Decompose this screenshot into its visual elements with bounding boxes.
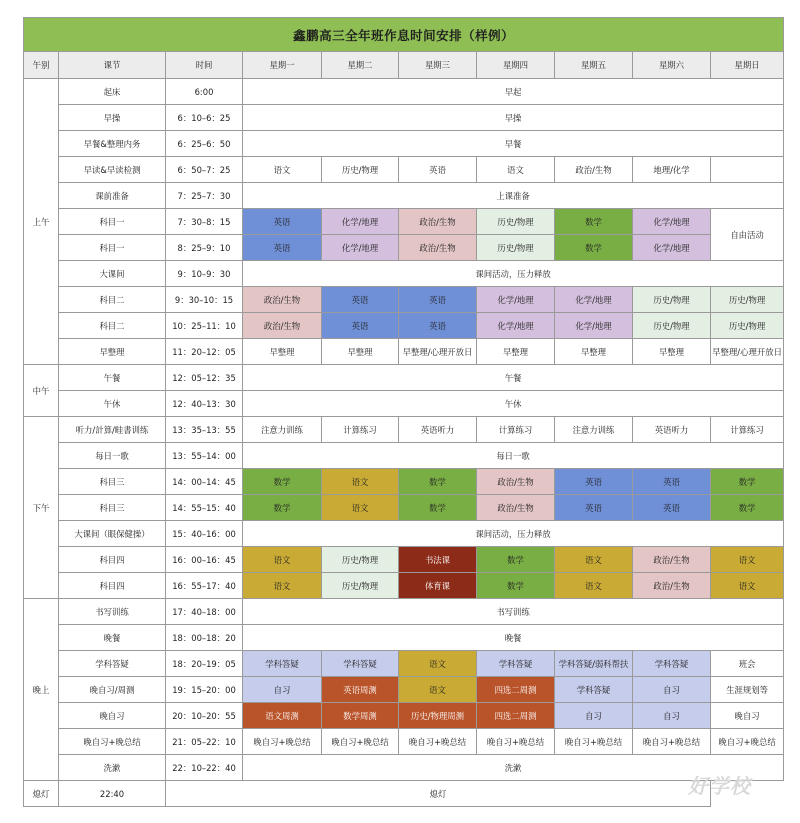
header-day-fri: 星期五 [555, 52, 633, 79]
subject-cell: 注意力训练 [555, 417, 633, 443]
subject-cell: 学科答疑 [322, 651, 399, 677]
subject-cell: 语文 [555, 547, 633, 573]
header-day-sat: 星期六 [633, 52, 711, 79]
session-name: 晚自习/周测 [59, 677, 166, 703]
table-row [24, 703, 784, 729]
subject-cell: 历史/物理 [477, 209, 555, 235]
session-time: 9：30–10：15 [166, 287, 243, 313]
subject-cell: 化学/地理 [477, 287, 555, 313]
subject-cell: 政治/生物 [243, 287, 322, 313]
subject-cell: 自习 [633, 677, 711, 703]
subject-cell: 数学 [555, 235, 633, 261]
subject-cell: 学科答疑 [555, 677, 633, 703]
merged-activity: 早操 [243, 105, 784, 131]
session-time: 6：25–6：50 [166, 131, 243, 157]
session-name: 大课间（眼保健操） [59, 521, 166, 547]
session-name: 听力/計算/畦書训练 [59, 417, 166, 443]
table-row [24, 365, 784, 391]
subject-cell: 英语 [399, 313, 477, 339]
subject-cell: 语文 [322, 495, 399, 521]
session-name: 书写训练 [59, 599, 166, 625]
table-row [24, 131, 784, 157]
subject-cell: 数学 [243, 469, 322, 495]
subject-cell: 数学 [711, 495, 784, 521]
session-name: 晚餐 [59, 625, 166, 651]
table-row [24, 677, 784, 703]
subject-cell: 英语 [399, 157, 477, 183]
subject-cell: 化学/地理 [322, 209, 399, 235]
session-time: 13：35–13：55 [166, 417, 243, 443]
table-row [24, 469, 784, 495]
subject-cell: 体育课 [399, 573, 477, 599]
table-row [24, 781, 784, 807]
subject-cell: 晚自习+晚总结 [477, 729, 555, 755]
session-time: 7：25–7：30 [166, 183, 243, 209]
session-time: 18：20–19：05 [166, 651, 243, 677]
subject-cell: 晚自习+晚总结 [399, 729, 477, 755]
subject-cell: 学科答疑 [477, 651, 555, 677]
subject-cell: 数学 [477, 573, 555, 599]
session-time: 20：10–20：55 [166, 703, 243, 729]
session-name: 熄灯 [24, 781, 59, 807]
session-time: 16：00–16：45 [166, 547, 243, 573]
session-name: 早整理 [59, 339, 166, 365]
table-row [24, 495, 784, 521]
session-time: 6：50–7：25 [166, 157, 243, 183]
session-time: 6:00 [166, 79, 243, 105]
session-name: 科目三 [59, 469, 166, 495]
period-label: 晚上 [24, 599, 59, 781]
table-row [24, 443, 784, 469]
subject-cell [711, 157, 784, 183]
session-time: 21：05–22：10 [166, 729, 243, 755]
header-day-wed: 星期三 [399, 52, 477, 79]
schedule-sheet [23, 17, 783, 807]
subject-cell: 英语 [555, 469, 633, 495]
subject-cell: 历史/物理 [633, 313, 711, 339]
table-row [24, 339, 784, 365]
subject-cell: 早整理/心理开放日 [711, 339, 784, 365]
subject-cell: 英语 [399, 287, 477, 313]
session-name: 晚自习+晚总结 [59, 729, 166, 755]
subject-cell: 语文 [399, 651, 477, 677]
subject-cell: 化学/地理 [633, 209, 711, 235]
header-period: 午别 [24, 52, 59, 79]
subject-cell: 英语 [322, 313, 399, 339]
merged-activity: 晚餐 [243, 625, 784, 651]
subject-cell: 政治/生物 [477, 469, 555, 495]
subject-cell: 化学/地理 [477, 313, 555, 339]
session-name: 洗漱 [59, 755, 166, 781]
session-name: 科目二 [59, 313, 166, 339]
subject-cell: 历史/物理 [633, 287, 711, 313]
subject-cell: 历史/物理周测 [399, 703, 477, 729]
session-time: 19：15–20：00 [166, 677, 243, 703]
merged-activity: 早餐 [243, 131, 784, 157]
merged-activity: 上课准备 [243, 183, 784, 209]
session-time: 14：55–15：40 [166, 495, 243, 521]
subject-cell: 计算练习 [477, 417, 555, 443]
subject-cell: 历史/物理 [711, 313, 784, 339]
subject-cell: 政治/生物 [633, 547, 711, 573]
session-name: 每日一歌 [59, 443, 166, 469]
table-row [24, 261, 784, 287]
subject-cell: 晚自习+晚总结 [555, 729, 633, 755]
subject-cell: 语文周测 [243, 703, 322, 729]
subject-cell: 语文 [243, 547, 322, 573]
schedule-title: 鑫鹏高三全年班作息时间安排（样例） [24, 18, 784, 52]
subject-cell: 早整理 [322, 339, 399, 365]
subject-cell: 地理/化学 [633, 157, 711, 183]
header-day-tue: 星期二 [322, 52, 399, 79]
subject-cell: 学科答疑 [633, 651, 711, 677]
subject-cell: 数学 [711, 469, 784, 495]
table-row [24, 391, 784, 417]
subject-cell: 早整理 [477, 339, 555, 365]
subject-cell: 语文 [243, 573, 322, 599]
session-time: 13：55–14：00 [166, 443, 243, 469]
table-row [24, 287, 784, 313]
table-row [24, 313, 784, 339]
subject-cell: 历史/物理 [477, 235, 555, 261]
watermark-logo: 好学校 [688, 774, 751, 798]
table-row [24, 105, 784, 131]
period-label: 下午 [24, 417, 59, 599]
table-row [24, 235, 784, 261]
subject-cell: 语文 [399, 677, 477, 703]
session-time: 12：05–12：35 [166, 365, 243, 391]
subject-cell: 政治/生物 [633, 573, 711, 599]
session-time: 7：30–8：15 [166, 209, 243, 235]
subject-cell: 英语 [322, 287, 399, 313]
subject-cell: 历史/物理 [322, 157, 399, 183]
merged-activity: 早起 [243, 79, 784, 105]
session-time: 9：10–9：30 [166, 261, 243, 287]
subject-cell: 早整理 [555, 339, 633, 365]
subject-cell: 自习 [555, 703, 633, 729]
subject-cell: 英语 [633, 495, 711, 521]
merged-activity: 课间活动，压力释放 [243, 521, 784, 547]
subject-cell: 政治/生物 [555, 157, 633, 183]
subject-cell: 英语听力 [399, 417, 477, 443]
subject-cell: 晚自习+晚总结 [243, 729, 322, 755]
session-time: 15：40–16：00 [166, 521, 243, 547]
subject-cell: 化学/地理 [322, 235, 399, 261]
period-label: 中午 [24, 365, 59, 417]
subject-cell: 数学 [243, 495, 322, 521]
header-session: 课节 [59, 52, 166, 79]
subject-cell: 计算练习 [711, 417, 784, 443]
period-label: 上午 [24, 79, 59, 365]
table-row [24, 651, 784, 677]
session-time: 14：00–14：45 [166, 469, 243, 495]
subject-cell: 自由活动 [711, 209, 784, 261]
header-day-thu: 星期四 [477, 52, 555, 79]
session-time: 22:40 [59, 781, 166, 807]
subject-cell: 语文 [322, 469, 399, 495]
merged-activity: 午餐 [243, 365, 784, 391]
subject-cell: 数学周测 [322, 703, 399, 729]
merged-activity: 书写训练 [243, 599, 784, 625]
table-row [24, 573, 784, 599]
subject-cell: 晚自习 [711, 703, 784, 729]
table-row [24, 183, 784, 209]
subject-cell: 语文 [243, 157, 322, 183]
table-row [24, 209, 784, 235]
subject-cell: 注意力训练 [243, 417, 322, 443]
subject-cell: 自习 [243, 677, 322, 703]
schedule-table [23, 17, 784, 807]
subject-cell: 英语 [555, 495, 633, 521]
session-name: 午休 [59, 391, 166, 417]
session-name: 科目四 [59, 573, 166, 599]
session-time: 8：25–9：10 [166, 235, 243, 261]
subject-cell: 政治/生物 [477, 495, 555, 521]
subject-cell: 早整理 [633, 339, 711, 365]
merged-activity: 洗漱 [243, 755, 784, 781]
session-time: 17：40–18：00 [166, 599, 243, 625]
header-row [24, 52, 784, 79]
subject-cell: 书法课 [399, 547, 477, 573]
subject-cell: 语文 [555, 573, 633, 599]
subject-cell: 历史/物理 [322, 547, 399, 573]
session-name: 科目四 [59, 547, 166, 573]
header-time: 时间 [166, 52, 243, 79]
header-day-mon: 星期一 [243, 52, 322, 79]
subject-cell: 英语 [243, 235, 322, 261]
table-row [24, 625, 784, 651]
subject-cell: 晚自习+晚总结 [322, 729, 399, 755]
table-row [24, 521, 784, 547]
subject-cell: 化学/地理 [555, 313, 633, 339]
subject-cell: 历史/物理 [322, 573, 399, 599]
subject-cell: 化学/地理 [633, 235, 711, 261]
merged-activity: 课间活动，压力释放 [243, 261, 784, 287]
subject-cell: 政治/生物 [399, 209, 477, 235]
merged-activity: 午休 [243, 391, 784, 417]
table-row [24, 755, 784, 781]
subject-cell: 数学 [399, 495, 477, 521]
session-name: 科目三 [59, 495, 166, 521]
subject-cell: 自习 [633, 703, 711, 729]
subject-cell: 化学/地理 [555, 287, 633, 313]
table-row [24, 417, 784, 443]
subject-cell: 早整理 [243, 339, 322, 365]
subject-cell: 英语听力 [633, 417, 711, 443]
session-name: 早读&早读检测 [59, 157, 166, 183]
header-day-sun: 星期日 [711, 52, 784, 79]
session-time: 12：40–13：30 [166, 391, 243, 417]
subject-cell: 政治/生物 [243, 313, 322, 339]
subject-cell: 英语周测 [322, 677, 399, 703]
session-name: 晚自习 [59, 703, 166, 729]
session-name: 课前准备 [59, 183, 166, 209]
subject-cell: 数学 [399, 469, 477, 495]
table-row [24, 547, 784, 573]
subject-cell: 晚自习+晚总结 [711, 729, 784, 755]
subject-cell: 早整理/心理开放日 [399, 339, 477, 365]
subject-cell: 四选二周测 [477, 703, 555, 729]
merged-activity: 每日一歌 [243, 443, 784, 469]
subject-cell: 英语 [243, 209, 322, 235]
subject-cell: 班会 [711, 651, 784, 677]
table-row [24, 79, 784, 105]
session-name: 科目一 [59, 209, 166, 235]
subject-cell: 语文 [477, 157, 555, 183]
session-time: 22：10–22：40 [166, 755, 243, 781]
session-name: 午餐 [59, 365, 166, 391]
session-time: 16：55–17：40 [166, 573, 243, 599]
session-time: 10：25–11：10 [166, 313, 243, 339]
table-row [24, 157, 784, 183]
session-name: 起床 [59, 79, 166, 105]
subject-cell: 四选二周测 [477, 677, 555, 703]
subject-cell: 政治/生物 [399, 235, 477, 261]
subject-cell: 英语 [633, 469, 711, 495]
table-row [24, 729, 784, 755]
session-name: 科目二 [59, 287, 166, 313]
session-name: 学科答疑 [59, 651, 166, 677]
session-name: 科目一 [59, 235, 166, 261]
subject-cell: 历史/物理 [711, 287, 784, 313]
subject-cell: 生涯规划等 [711, 677, 784, 703]
session-time: 6：10–6：25 [166, 105, 243, 131]
subject-cell: 计算练习 [322, 417, 399, 443]
subject-cell: 晚自习+晚总结 [633, 729, 711, 755]
session-time: 18：00–18：20 [166, 625, 243, 651]
subject-cell: 语文 [711, 547, 784, 573]
session-time: 11：20–12：05 [166, 339, 243, 365]
subject-cell: 学科答疑/弱科帮扶 [555, 651, 633, 677]
table-row [24, 599, 784, 625]
merged-activity: 熄灯 [166, 781, 711, 807]
subject-cell: 语文 [711, 573, 784, 599]
session-name: 早餐&整理内务 [59, 131, 166, 157]
subject-cell: 数学 [477, 547, 555, 573]
session-name: 大课间 [59, 261, 166, 287]
subject-cell: 学科答疑 [243, 651, 322, 677]
session-name: 早操 [59, 105, 166, 131]
subject-cell: 数学 [555, 209, 633, 235]
